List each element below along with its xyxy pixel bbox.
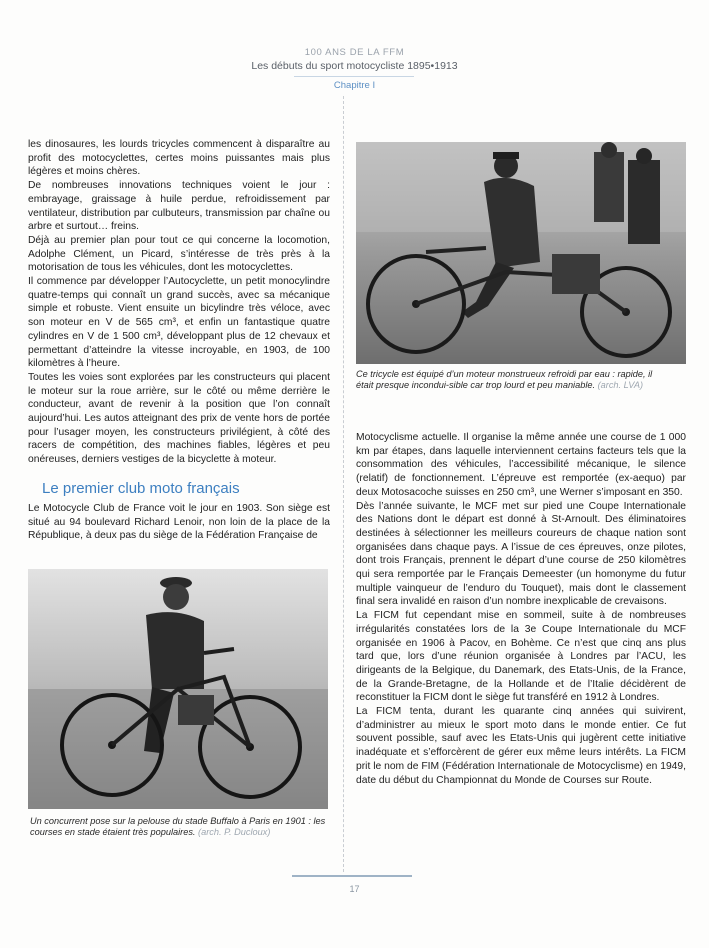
rider-illustration (28, 569, 328, 809)
footer-divider (292, 875, 412, 877)
tricycle-illustration (356, 142, 686, 364)
paragraph: Toutes les voies sont explorées par les constructeurs qui placent le moteur sur la roue arrière, sur le côté ou même derrière le conducteur, avant de revenir à la position que l’on connaît aujourd’hui. Les autos atteignant des prix de vente hors de portée pour l’usager moyen, les constructeurs privilégient, à côté des racers de compétition, des machines fiables, légères et peu onéreuses, derniers vestiges de la bicyclette à moteur. (28, 371, 330, 466)
left-column-text (28, 138, 330, 467)
paragraph: La FICM tenta, durant les quarante cinq années qui suivirent, d’administrer au mieux le sport moto dans le monde entier. Ce fut souvent possible, sauf avec les Etats-Unis qui jugèrent cette initiative inadéquate et s’efforcèrent de gérer eux même leurs intérêts. La FICM prit le nom de FIM (Fédération Internationale de Motocyclisme) en 1949, date du début du Championnat du Monde de Courses sur Route. (356, 706, 686, 786)
column-divider (343, 96, 344, 872)
page-number: 17 (349, 884, 360, 894)
paragraph: Le Motocycle Club de France voit le jour en 1903. Son siège est situé au 94 boulevard Richard Lenoir, non loin de la place de la République, à deux pas du siège de la Fédération Française de (28, 503, 330, 542)
paragraph: Motocyclisme actuelle. Il organise la même année une course de 1 000 km par étapes, dans laquelle interviennent certains facteurs tels que la consommation des véhicules, l’accessibilité mécanique, le silence (relatif) de fonctionnement. L’épreuve est remportée (ex-aequo) par deux Motosacoche suisses en 250 cm³, une Werner s’imposant en 350. (356, 432, 686, 498)
paragraph: La FICM fut cependant mise en sommeil, suite à de nombreuses irrégularités constatées lors de la 3e Coupe Internationale du MCF organisée en 1906 à Pacov, en Bohème. Ce n’est que cinq ans plus tard que, lors d’une réunion organisée à Londres par l’ACU, les dirigeants de la Belgique, du Danemark, des Etats-Unis, de la France, de la Grande-Bretagne, de la Hollande et de l’Italie décidèrent de reconstituer la FICM dont le siège fut transféré en 1912 à Londres. (356, 610, 686, 704)
tricycle-photo-caption (356, 369, 656, 392)
stadium-rider-photo (28, 569, 328, 809)
series-title: 100 ANS DE LA FFM (304, 47, 405, 58)
paragraph: les dinosaures, les lourds tricycles commencent à disparaître au profit des motocyclettes, certes moins puissantes mais plus légères et moins chères. (28, 139, 330, 178)
paragraph: De nombreuses innovations techniques voient le jour : embrayage, graissage à huile perdue, refroidissement par ventilateur, distribution par culbuteurs, transmission par chaîne ou arbre et surtout… freins. (28, 180, 330, 233)
section-paragraph (28, 502, 330, 543)
page-subtitle: Les débuts du sport motocycliste 1895•1913 (251, 60, 458, 72)
tricycle-photo (356, 142, 686, 364)
header-divider (294, 76, 414, 77)
paragraph: Dès l’année suivante, le MCF met sur pied une Coupe Internationale des Nations dont le départ est donné à St-Arnoult. Des éliminatoires destinées à sélectionner les meilleurs coureurs de chaque nation sont organisées dans chaque pays. A l’issue de ces épreuves, onze pilotes, dont trois Français, prennent le départ d’une course de 250 kilomètres qui sera remportée par le Français Demeester (un homonyme du futur multiple vainqueur de l’enduro du Touquet), mais dont le classement final sera invalidé en raison d’un nombre inexplicable de crevaisons. (356, 500, 686, 608)
photo-credit: (arch. P. Ducloux) (198, 827, 271, 838)
paragraph: Il commence par développer l’Autocyclette, un petit monocylindre quatre-temps qui connaît un grand succès, avec sa mécanique simple et robuste. Vient ensuite un bicylindre très véloce, avec son moteur en V de 565 cm³, et enfin un fantastique quatre cylindres en V de 1 500 cm³, développant plus de 12 chevaux et permettant d’atteindre la vitesse incroyable, en 1903, de 100 kilomètres à l’heure. (28, 276, 330, 370)
section-heading: Le premier club moto français (42, 480, 240, 497)
caption-text: Un concurrent pose sur la pelouse du stade Buffalo à Paris en 1901 : les courses en stade étaient très populaires. (30, 816, 326, 838)
right-column-text (356, 431, 686, 787)
caption-text: Ce tricycle est équipé d’un moteur monstrueux refroidi par eau : rapide, il était presque incondui-sible car trop lourd et peu maniable. (356, 369, 653, 391)
chapter-label: Chapitre I (333, 80, 376, 91)
paragraph: Déjà au premier plan pour tout ce qui concerne la locomotion, Adolphe Clément, un Picard, s’intéresse de très près à la motorisation de tous les véhicules, dont les motocyclettes. (28, 234, 330, 274)
photo-credit: (arch. LVA) (597, 380, 644, 391)
stadium-photo-caption (30, 816, 330, 839)
